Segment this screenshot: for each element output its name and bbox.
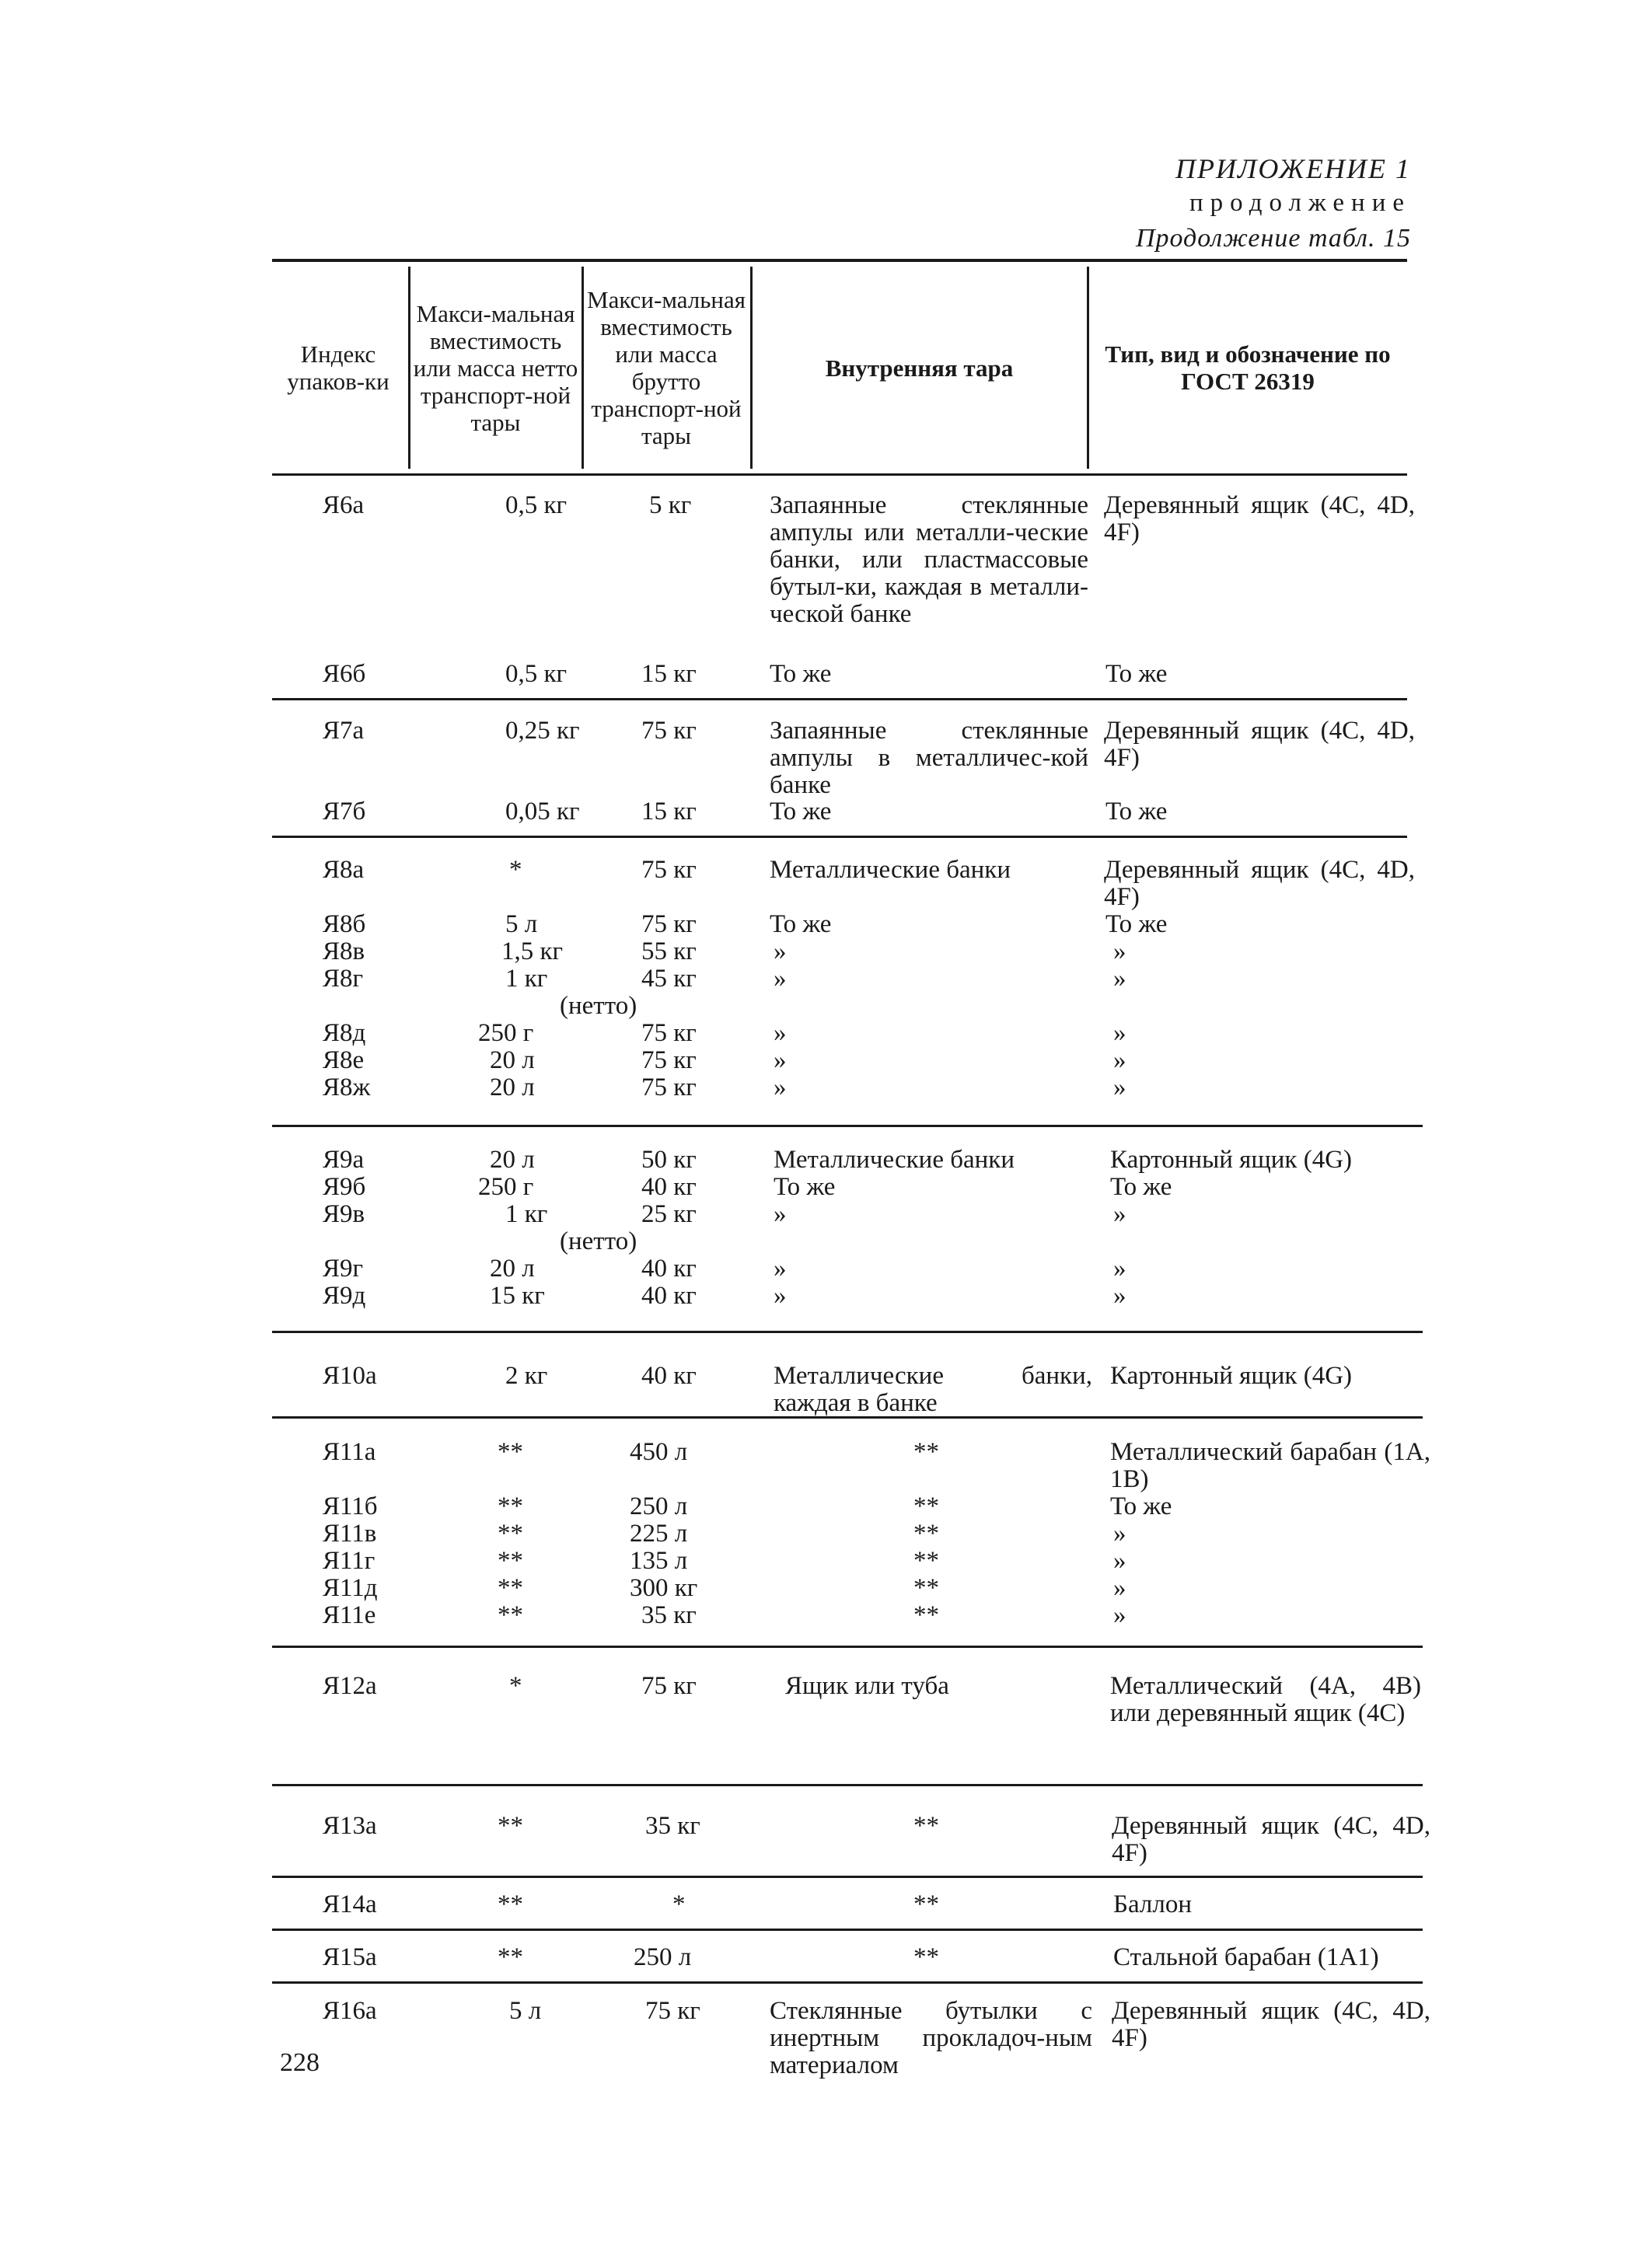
cell-gross: * <box>672 1890 686 1918</box>
cell-type: Стальной барабан (1A1) <box>1113 1943 1379 1971</box>
cell-net: 5 л <box>509 1997 542 2025</box>
cell-net: 0,25 кг <box>505 717 580 745</box>
cell-index: Я11а <box>323 1438 376 1466</box>
cell-gross: 35 кг <box>641 1601 697 1629</box>
cell-index: Я11е <box>323 1601 376 1629</box>
cell-net: ** <box>498 1547 523 1575</box>
row-separator <box>272 1646 1423 1648</box>
cell-type: Металлический (4A, 4B) или деревянный ящик (4C) <box>1110 1672 1421 1727</box>
row-separator <box>272 1784 1423 1786</box>
cell-net: 0,5 кг <box>505 491 568 519</box>
cell-index: Я7б <box>323 798 366 826</box>
cell-index: Я6б <box>323 660 366 688</box>
cell-index: Я8г <box>323 965 364 993</box>
cell-net: 20 л <box>490 1073 535 1101</box>
cell-inner: » <box>774 1046 787 1074</box>
cell-index: Я9г <box>323 1255 364 1283</box>
cell-gross: 40 кг <box>641 1362 697 1390</box>
cell-index: Я8в <box>323 937 365 965</box>
cell-inner: » <box>774 965 787 993</box>
cell-type: Деревянный ящик (4C, 4D, 4F) <box>1112 1812 1430 1867</box>
column-header-inner: Внутренняя тара <box>825 354 1014 382</box>
row-separator <box>272 1929 1423 1931</box>
cell-net: 2 кг <box>505 1362 548 1390</box>
cell-type: Деревянный ящик (4C, 4D, 4F) <box>1104 717 1415 772</box>
cell-inner: ** <box>913 1601 939 1629</box>
cell-net: ** <box>498 1812 523 1840</box>
cell-type: То же <box>1110 1173 1172 1201</box>
cell-net: 5 л <box>505 910 538 938</box>
cell-net: 20 л <box>490 1255 535 1283</box>
cell-net: 0,05 кг <box>505 798 580 826</box>
cell-gross: 75 кг <box>641 910 697 938</box>
row-separator <box>272 1125 1423 1127</box>
cell-inner: ** <box>913 1520 939 1548</box>
cell-inner: То же <box>770 910 832 938</box>
cell-gross: 75 кг <box>645 1997 700 2025</box>
cell-net: 1,5 кг <box>501 937 564 965</box>
cell-inner: Металлические банки <box>770 856 1011 884</box>
column-divider <box>750 267 753 469</box>
cell-net: 1 кг <box>505 965 548 993</box>
cell-type: Картонный ящик (4G) <box>1110 1362 1353 1390</box>
cell-gross: 75 кг <box>641 856 697 884</box>
table-header <box>272 259 1407 476</box>
cell-inner: » <box>774 1282 787 1310</box>
cell-gross: 250 л <box>634 1943 692 1971</box>
cell-type: Металлический барабан (1A, 1B) <box>1110 1438 1430 1493</box>
cell-type: То же <box>1105 798 1168 826</box>
cell-type: » <box>1113 965 1126 993</box>
cell-net: ** <box>498 1890 523 1918</box>
page-number: 228 <box>280 2048 320 2077</box>
cell-net: 250 г <box>478 1173 534 1201</box>
row-separator <box>272 1416 1423 1419</box>
cell-gross: 75 кг <box>641 1019 697 1047</box>
cell-gross: 40 кг <box>641 1282 697 1310</box>
row-separator <box>272 836 1407 838</box>
cell-net: ** <box>498 1943 523 1971</box>
cell-index: Я9б <box>323 1173 366 1201</box>
cell-type: Баллон <box>1113 1890 1192 1918</box>
cell-type: » <box>1113 1520 1126 1548</box>
cell-type: Деревянный ящик (4C, 4D, 4F) <box>1104 856 1415 911</box>
cell-inner: Ящик или туба <box>785 1672 949 1700</box>
cell-index: Я16а <box>323 1997 377 2025</box>
cell-inner: » <box>774 1073 787 1101</box>
cell-gross: 25 кг <box>641 1200 697 1228</box>
table-continuation: Продолжение табл. 15 <box>1135 224 1411 253</box>
cell-type: Деревянный ящик (4C, 4D, 4F) <box>1104 491 1415 546</box>
cell-net: 20 л <box>490 1146 535 1174</box>
appendix-subtitle: продолжение <box>1189 189 1411 217</box>
cell-inner: То же <box>770 660 832 688</box>
cell-gross: 50 кг <box>641 1146 697 1174</box>
cell-index: Я7а <box>323 717 365 745</box>
row-separator <box>272 1981 1423 1984</box>
cell-index: Я15а <box>323 1943 377 1971</box>
cell-gross: 45 кг <box>641 965 697 993</box>
column-header-type: Тип, вид и обозначение по ГОСТ 26319 <box>1105 340 1391 395</box>
cell-index: Я6а <box>323 491 365 519</box>
row-separator <box>272 698 1407 700</box>
column-header-index: Индекс упаков-ки <box>287 340 389 395</box>
cell-type: Картонный ящик (4G) <box>1110 1146 1353 1174</box>
cell-inner: ** <box>913 1574 939 1602</box>
cell-gross: 55 кг <box>641 937 697 965</box>
cell-gross: 15 кг <box>641 798 697 826</box>
cell-inner: То же <box>774 1173 836 1201</box>
cell-inner: ** <box>913 1943 939 1971</box>
cell-type: То же <box>1105 910 1168 938</box>
cell-inner: Запаянные стеклянные ампулы или металли-ческие банки, или пластмассовые бутыл-ки, каждая в металли-ческой банке <box>770 491 1088 628</box>
cell-net: ** <box>498 1574 523 1602</box>
cell-index: Я11в <box>323 1520 377 1548</box>
cell-index: Я8д <box>323 1019 366 1047</box>
cell-net: ** <box>498 1438 523 1466</box>
cell-index: Я10а <box>323 1362 377 1390</box>
cell-type: » <box>1113 1046 1126 1074</box>
cell-type: » <box>1113 1200 1126 1228</box>
cell-type: » <box>1113 937 1126 965</box>
cell-inner: ** <box>913 1812 939 1840</box>
cell-gross: 35 кг <box>645 1812 700 1840</box>
cell-gross: 40 кг <box>641 1255 697 1283</box>
appendix-title: ПРИЛОЖЕНИЕ 1 <box>1175 153 1411 184</box>
cell-inner: Металлические банки <box>774 1146 1015 1174</box>
cell-gross: 75 кг <box>641 1672 697 1700</box>
cell-net: 1 кг <box>505 1200 548 1228</box>
column-header-net: Макси-мальная вместимость или масса нетто транспорт-ной тары <box>413 299 578 436</box>
cell-inner: » <box>774 1200 787 1228</box>
cell-net: ** <box>498 1492 523 1520</box>
cell-inner: » <box>774 937 787 965</box>
cell-net: * <box>509 1672 522 1700</box>
cell-index: Я9д <box>323 1282 366 1310</box>
cell-gross: 75 кг <box>641 1073 697 1101</box>
cell-index: Я14а <box>323 1890 377 1918</box>
cell-inner: То же <box>770 798 832 826</box>
cell-gross: 300 кг <box>630 1574 698 1602</box>
page-header <box>1175 152 1411 220</box>
cell-type: » <box>1113 1574 1126 1602</box>
cell-inner: Металлические банки, каждая в банке <box>774 1362 1092 1417</box>
row-separator <box>272 1331 1423 1333</box>
cell-net: 0,5 кг <box>505 660 568 688</box>
cell-inner: » <box>774 1255 787 1283</box>
cell-type: » <box>1113 1601 1126 1629</box>
cell-type: » <box>1113 1019 1126 1047</box>
cell-net: 20 л <box>490 1046 535 1074</box>
cell-index: Я11д <box>323 1574 378 1602</box>
cell-index: Я13а <box>323 1812 377 1840</box>
cell-index: Я8е <box>323 1046 365 1074</box>
cell-index: Я9в <box>323 1200 365 1228</box>
cell-type: То же <box>1105 660 1168 688</box>
cell-net-note: (нетто) <box>560 1227 637 1255</box>
cell-gross: 40 кг <box>641 1173 697 1201</box>
cell-gross: 15 кг <box>641 660 697 688</box>
column-divider <box>1087 267 1089 469</box>
cell-gross: 250 л <box>630 1492 688 1520</box>
cell-gross: 75 кг <box>641 717 697 745</box>
cell-gross: 5 кг <box>649 491 692 519</box>
cell-inner: ** <box>913 1438 939 1466</box>
cell-net-note: (нетто) <box>560 992 637 1020</box>
cell-gross: 75 кг <box>641 1046 697 1074</box>
cell-inner: Запаянные стеклянные ампулы в металличес-кой банке <box>770 717 1088 799</box>
cell-net: 15 кг <box>490 1282 545 1310</box>
cell-gross: 225 л <box>630 1520 688 1548</box>
cell-index: Я8а <box>323 856 365 884</box>
column-divider <box>408 267 410 469</box>
cell-index: Я8ж <box>323 1073 371 1101</box>
cell-inner: ** <box>913 1547 939 1575</box>
column-header-gross: Макси-мальная вместимость или масса брутто транспорт-ной тары <box>587 286 746 449</box>
row-separator <box>272 1876 1423 1878</box>
cell-index: Я11б <box>323 1492 378 1520</box>
cell-net: ** <box>498 1601 523 1629</box>
cell-inner: » <box>774 1019 787 1047</box>
cell-type: » <box>1113 1255 1126 1283</box>
cell-gross: 450 л <box>630 1438 688 1466</box>
cell-type: » <box>1113 1073 1126 1101</box>
cell-inner: ** <box>913 1890 939 1918</box>
cell-type: » <box>1113 1282 1126 1310</box>
cell-type: Деревянный ящик (4C, 4D, 4F) <box>1112 1997 1430 2052</box>
cell-type: » <box>1113 1547 1126 1575</box>
cell-inner: ** <box>913 1492 939 1520</box>
cell-net: * <box>509 856 522 884</box>
cell-net: 250 г <box>478 1019 534 1047</box>
cell-index: Я8б <box>323 910 366 938</box>
cell-gross: 135 л <box>630 1547 688 1575</box>
column-divider <box>582 267 584 469</box>
cell-index: Я9а <box>323 1146 365 1174</box>
cell-index: Я11г <box>323 1547 375 1575</box>
cell-type: То же <box>1110 1492 1172 1520</box>
cell-index: Я12а <box>323 1672 377 1700</box>
cell-net: ** <box>498 1520 523 1548</box>
cell-inner: Стеклянные бутылки с инертным прокладоч-ным материалом <box>770 1997 1092 2079</box>
